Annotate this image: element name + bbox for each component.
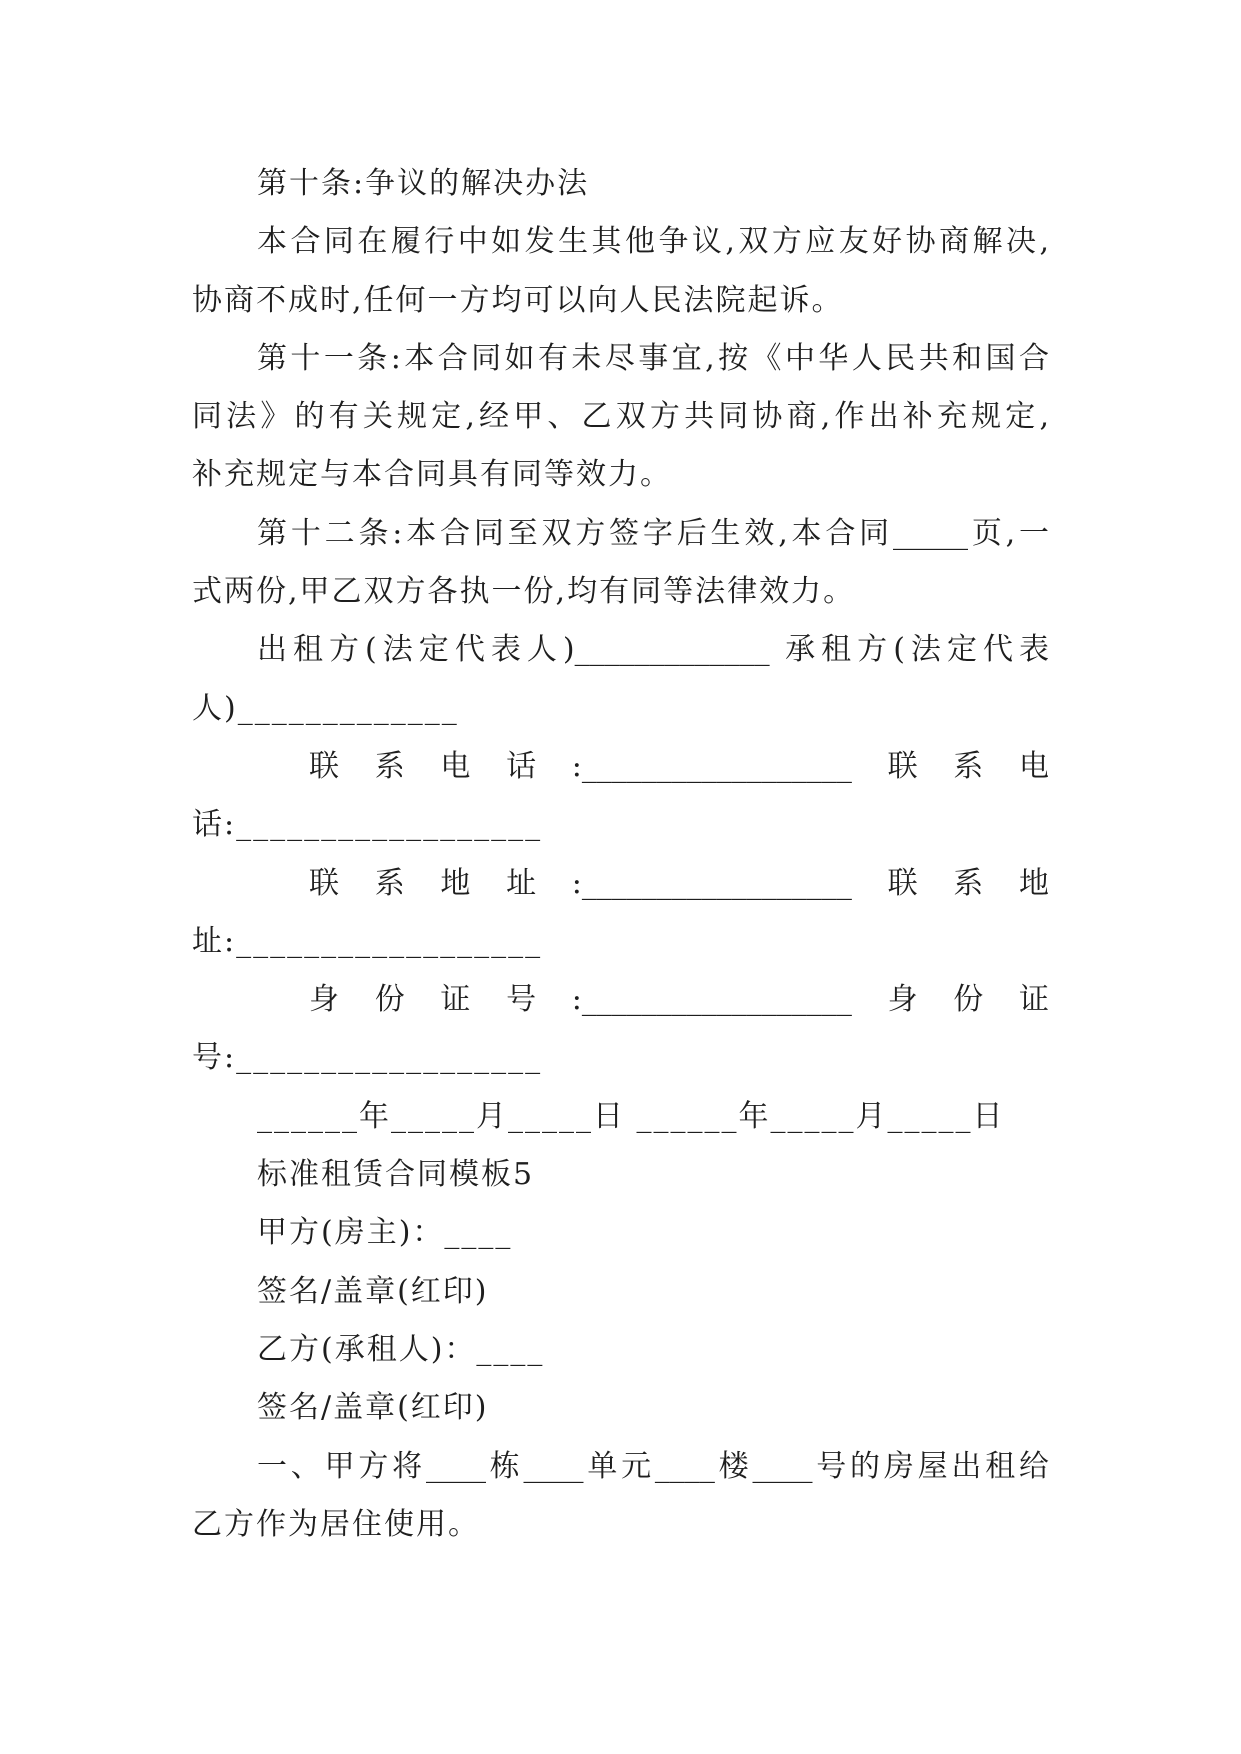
article-12-line: 第十二条:本合同至双方签字后生效,本合同_____页,一: [257, 515, 1049, 551]
article-10: [192, 155, 1049, 330]
id-number-line: 身份证号:__________________身份证: [309, 982, 1049, 1018]
phone-line: 话:__________________: [192, 807, 543, 843]
phone-line: 联系电话:__________________联系电: [309, 748, 1049, 784]
article-11-line: 补充规定与本合同具有同等效力。: [192, 457, 672, 493]
article-12: [192, 505, 1049, 622]
signature-block: [192, 621, 1049, 1146]
signature-dates-line: ______年_____月_____日 ______年_____月_____日: [257, 1098, 1005, 1134]
party-a-signature-line: 签名/盖章(红印): [257, 1273, 489, 1309]
article-12-line: 式两份,甲乙双方各执一份,均有同等法律效力。: [192, 574, 856, 610]
document-body: [192, 155, 1049, 1554]
id-number-line: 号:__________________: [192, 1040, 543, 1076]
party-b-line: 乙方(承租人)：____: [257, 1331, 545, 1367]
representatives-line: 出租方(法定代表人)_____________ 承租方(法定代表: [257, 632, 1049, 668]
article-10-line: 本合同在履行中如发生其他争议,双方应友好协商解决,: [257, 224, 1049, 260]
address-line: 址:__________________: [192, 923, 543, 959]
party-a-line: 甲方(房主)：____: [257, 1215, 513, 1251]
clause-1-line: 乙方作为居住使用。: [192, 1506, 480, 1542]
article-11-line: 同法》的有关规定,经甲、乙双方共同协商,作出补充规定,: [192, 399, 1049, 435]
clause-1-line: 一、甲方将____栋____单元____楼____号的房屋出租给: [257, 1448, 1049, 1484]
article-11: [192, 330, 1049, 505]
article-10-heading: 第十条:争议的解决办法: [257, 166, 590, 201]
template-5: [192, 1146, 1049, 1554]
article-10-line: 协商不成时,任何一方均可以向人民法院起诉。: [192, 282, 844, 318]
template-title: 标准租赁合同模板5: [257, 1157, 535, 1193]
representatives-line: 人)_____________: [192, 690, 459, 726]
address-line: 联系地址:__________________联系地: [309, 865, 1049, 901]
article-11-line: 第十一条:本合同如有未尽事宜,按《中华人民共和国合: [257, 340, 1049, 376]
party-b-signature-line: 签名/盖章(红印): [257, 1390, 489, 1426]
